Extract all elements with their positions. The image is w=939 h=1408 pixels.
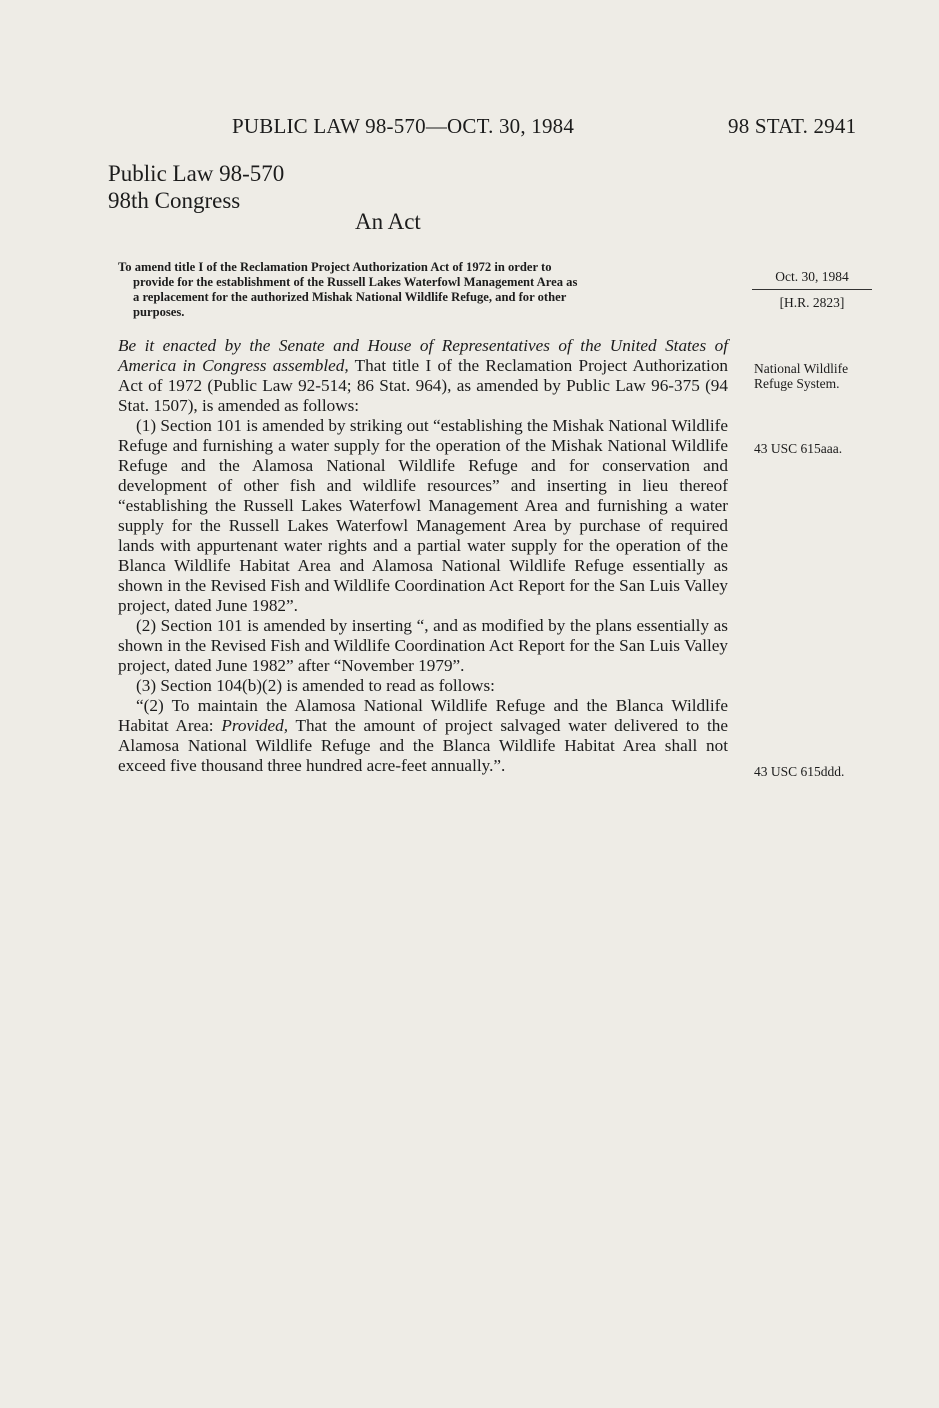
running-header: PUBLIC LAW 98-570—OCT. 30, 1984 xyxy=(232,114,575,138)
law-designation xyxy=(108,160,284,214)
quoted-text-end: That the amount of project salvaged water delivered to the Alamosa National Wildlife Refuge and the Blanca Wildlife Habitat Area shall not exceed five thousand three hundred acre-feet annually.”. xyxy=(118,716,729,775)
enactment-date: Oct. 30, 1984 xyxy=(752,268,872,290)
quoted-text-italic: Provided, xyxy=(221,716,289,735)
bill-number: [H.R. 2823] xyxy=(779,295,845,310)
statute-page-number: 98 STAT. 2941 xyxy=(728,114,857,138)
long-title xyxy=(118,260,728,320)
quoted-text-start: “(2) To maintain the Alamosa National Wildlife Refuge and the Blanca Wildlife Habitat Area: xyxy=(118,696,728,735)
amendment-paragraph: (2) Section 101 is amended by inserting “, and as modified by the plans essentially as shown in the Revised Fish and Wildlife Coordination Act Report for the San Luis Valley project, dated June 1982” after “November 1979”. xyxy=(118,616,728,675)
enacting-clause-italic: Be it enacted by the Senate and House of Representatives of the United States of America in Congress assembled, xyxy=(118,336,728,375)
margin-note: 43 USC 615ddd. xyxy=(754,764,845,779)
congress-number: 98th Congress xyxy=(108,188,241,213)
act-title: An Act xyxy=(355,209,421,234)
margin-note: 43 USC 615aaa. xyxy=(754,441,843,456)
act-body xyxy=(118,336,728,776)
long-title-line: provide for the establishment of the Russell Lakes Waterfowl Management Area as xyxy=(133,275,578,289)
enacting-clause xyxy=(118,336,728,416)
amendment-paragraph: (3) Section 104(b)(2) is amended to read as follows: xyxy=(136,676,495,695)
enacting-clause-text: That title I of the Reclamation Project Authorization Act of 1972 (Public Law 92-514; 86 Stat. 964), as amended by Public Law 96-375 (94 Stat. 1507), is amended as follows: xyxy=(118,356,729,415)
enactment-date-box xyxy=(752,268,872,312)
amendment-paragraph: (1) Section 101 is amended by striking out “establishing the Mishak National Wildlife Refuge and furnishing a water supply for the operation of the Mishak National Wildlife Refuge and the Alamosa National Wildlife Refuge and for conservation and development of other fish and wildlife resources” and inserting in lieu thereof “establishing the Russell Lakes Waterfowl Management Area and furnishing a water supply for the Russell Lakes Waterfowl Management Area by purchase of required lands with appurtenant water rights and a partial water supply for the operation of the Blanca Wildlife Habitat Area and Alamosa National Wildlife Refuge essentially as shown in the Revised Fish and Wildlife Coordination Act Report for the San Luis Valley project, dated June 1982”. xyxy=(118,416,728,615)
public-law-number: Public Law 98-570 xyxy=(108,161,285,186)
margin-note: National Wildlife Refuge System. xyxy=(754,361,849,391)
amendment-quoted-text xyxy=(118,696,728,776)
long-title-line: purposes. xyxy=(133,305,185,319)
long-title-line: To amend title I of the Reclamation Project Authorization Act of 1972 in order to xyxy=(118,260,552,274)
long-title-line: a replacement for the authorized Mishak National Wildlife Refuge, and for other xyxy=(133,290,567,304)
